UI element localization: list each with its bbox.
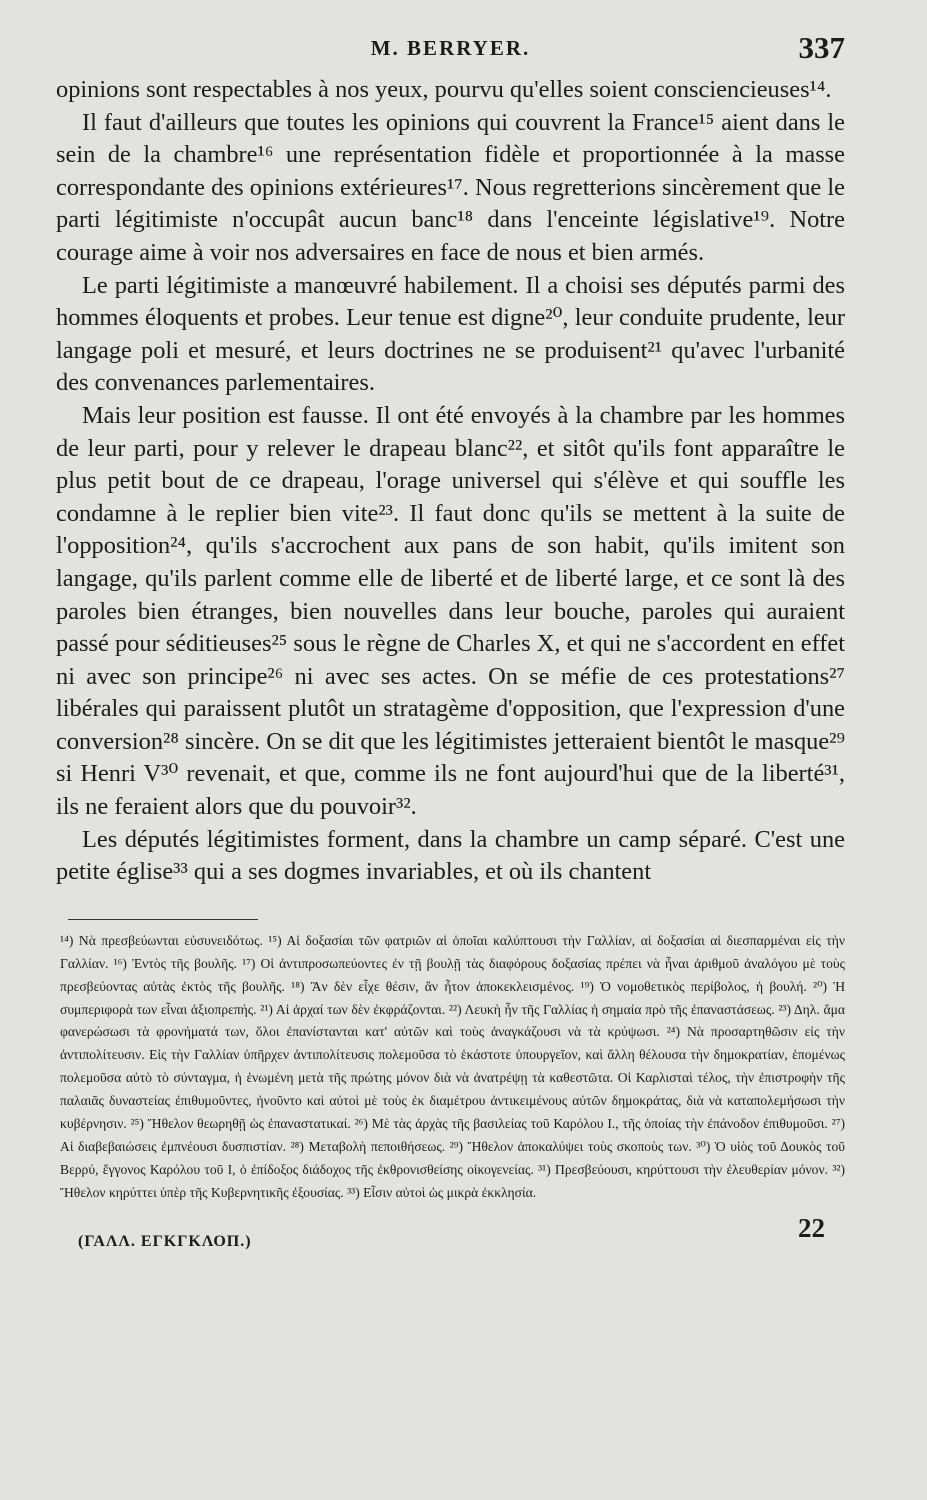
page-number: 337 — [798, 30, 845, 65]
paragraph-1: opinions sont respectables à nos yeux, pourvu qu'elles soient consciencieuses¹⁴. — [56, 76, 832, 103]
paragraph-2: Il faut d'ailleurs que toutes les opinions qui couvrent la France¹⁵ aient dans le sein de la chambre¹⁶ une représentation fidèle et proportionnée à la masse correspondante des opinions extérieures¹⁷. Nous regretterions sincèrement que le parti légitimiste n'occupât aucun banc¹⁸ dans l'enceinte législative¹⁹. Notre courage aime à voir nos adversaires en face de nous et bien armés. — [56, 108, 845, 266]
running-head: M. BERRYER. — [370, 36, 531, 60]
paragraph-3: Le parti légitimiste a manœuvré habilement. Il a choisi ses députés parmi des hommes éloquents et probes. Leur tenue est digne²⁰, leur conduite prudente, leur langage poli et mesuré, et leurs doctrines ne se produisent²¹ qu'avec l'urbanité des convenances parlementaires. — [56, 271, 845, 397]
signature-mark: (ΓΑΛΛ. ΕΓΚΓΚΛΟΠ.) — [78, 1232, 252, 1250]
page-footer — [56, 1213, 845, 1273]
footnote-separator — [68, 919, 258, 920]
page-header — [56, 30, 845, 74]
paragraph-4: Mais leur position est fausse. Il ont été envoyés à la chambre par les hommes de leur parti, pour y relever le drapeau blanc²², et sitôt qu'ils font apparaître le plus petit bout de ce drapeau, l'orage universel qui s'élève et qui souffle les condamne à le replier bien vite²³. Il faut donc qu'ils se mettent à la suite de l'opposition²⁴, qu'ils s'accrochent aux pans de son habit, qu'ils imitent son langage, qu'ils parlent comme elle de liberté et de liberté large, et ce sont là des paroles bien étranges, bien nouvelles dans leur bouche, paroles qui auraient passé pour séditieuses²⁵ sous le règne de Charles X, et qui ne s'accordent en effet ni avec son principe²⁶ ni avec ses actes. On se méfie de ces protestations²⁷ libérales qui paraissent plutôt un stratagème d'opposition, que l'expression d'une conversion²⁸ sincère. On se dit que les légitimistes jetteraient bientôt le masque²⁹ si Henri V³⁰ revenait, et que, comme ils ne font aujourd'hui que de la liberté³¹, ils ne feraient alors que du pouvoir³². — [56, 401, 845, 821]
main-text — [56, 74, 845, 889]
sheet-number: 22 — [798, 1212, 825, 1243]
footnotes: ¹⁴) Νὰ πρεσβεύωνται εὐσυνειδότως. ¹⁵) Αἱ δοξασίαι τῶν φατριῶν αἱ ὁποῖαι καλύπτουσι τὴν Γαλλίαν, αἱ δοξασίαι αἱ διεσπαρμέναι εἰς τὴν Γαλλίαν. ¹⁶) Ἐντὸς τῆς βουλῆς. ¹⁷) Οἱ ἀντιπροσωπεύοντες ἐν τῇ βουλῇ τὰς διαφόρους δοξασίας πρέπει νὰ ἦναι ἀριθμοῦ ἀναλόγου μὲ τοὺς πρεσβεύοντας αὐτὰς ἐκτὸς τῆς βουλῆς. ¹⁸) Ἂν δὲν εἶχε θέσιν, ἂν ἦτον ἀποκεκλεισμένος. ¹⁹) Ὁ νομοθετικὸς περίβολος, ἡ βουλή. ²⁰) Ἡ συμπεριφορὰ των εἶναι ἀξιοπρεπής. ²¹) Αἱ ἀρχαί των δὲν ἐκφράζονται. ²²) Λευκὴ ἦν τῆς Γαλλίας ἡ σημαία πρὸ τῆς ἐπαναστάσεως. ²³) Δηλ. ἅμα φανερώσωσι τὰ φρονήματά των, ὅλοι ἐπανίστανται κατ' αὐτῶν καὶ τοὺς ἀναγκάζουσι νὰ τὰ κρύψωσι. ²⁴) Νὰ προσαρτηθῶσιν εἰς τὴν ἀντιπολίτευσιν. Εἰς τὴν Γαλλίαν ὑπῆρχεν ἀντιπολίτευσις πολεμοῦσα τὸ ἑκάστοτε ὑπουργεῖον, καὶ ἄλλη θέλουσα τὴν δημοκρατίαν, ἑπομένως πολεμοῦσα αὐτὸ τὸ σύνταγμα, ἡ ἑνωμένη μετὰ τῆς πρώτης μόνον διὰ νὰ ἀνατρέψῃ τὰ καθεστῶτα. Οἱ Καρλισταὶ τέλος, τὴν ἐπιστροφὴν τῆς παλαιᾶς δυναστείας ἐπιθυμοῦντες, ἠνοῦντο καὶ αὐτοὶ μὲ τοὺς ἐκ διαμέτρου ἀντικειμένους αὐτῶν δημοκράτας, διὰ νὰ καταπολεμήσωσι τὴν κυβέρνησιν. ²⁵) Ἤθελον θεωρηθῇ ὡς ἐπαναστατικαί. ²⁶) Μὲ τὰς ἀρχὰς τῆς βασιλείας τοῦ Καρόλου Ι., τῆς ὁποίας τὴν ἐπάνοδον ἐπιθυμοῦσι. ²⁷) Αἱ διαβεβαιώσεις ἐμπνέουσι δυσπιστίαν. ²⁸) Μεταβολὴ πεποιθήσεως. ²⁹) Ἤθελον ἀποκαλύψει τοὺς σκοποὺς των. ³⁰) Ὁ υἱὸς τοῦ Δουκὸς τοῦ Βερρύ, ἔγγονος Καρόλου τοῦ Ι, ὁ ἐπίδοξος διάδοχος τῆς ἐκθρονισθείσης οἰκογενείας. ³¹) Πρεσβεύουσι, κηρύττουσι τὴν ἐλευθερίαν μόνον. ³²) Ἤθελον κηρύττει ὑπὲρ τῆς Κυβερνητικῆς ἐξουσίας. ³³) Εἶσιν αὐτοὶ ὡς μικρὰ ἐκκλησία. — [60, 932, 845, 1200]
paragraph-5: Les députés légitimistes forment, dans la chambre un camp séparé. C'est une petite église³³ qui a ses dogmes invariables, et où ils chantent — [56, 825, 845, 886]
